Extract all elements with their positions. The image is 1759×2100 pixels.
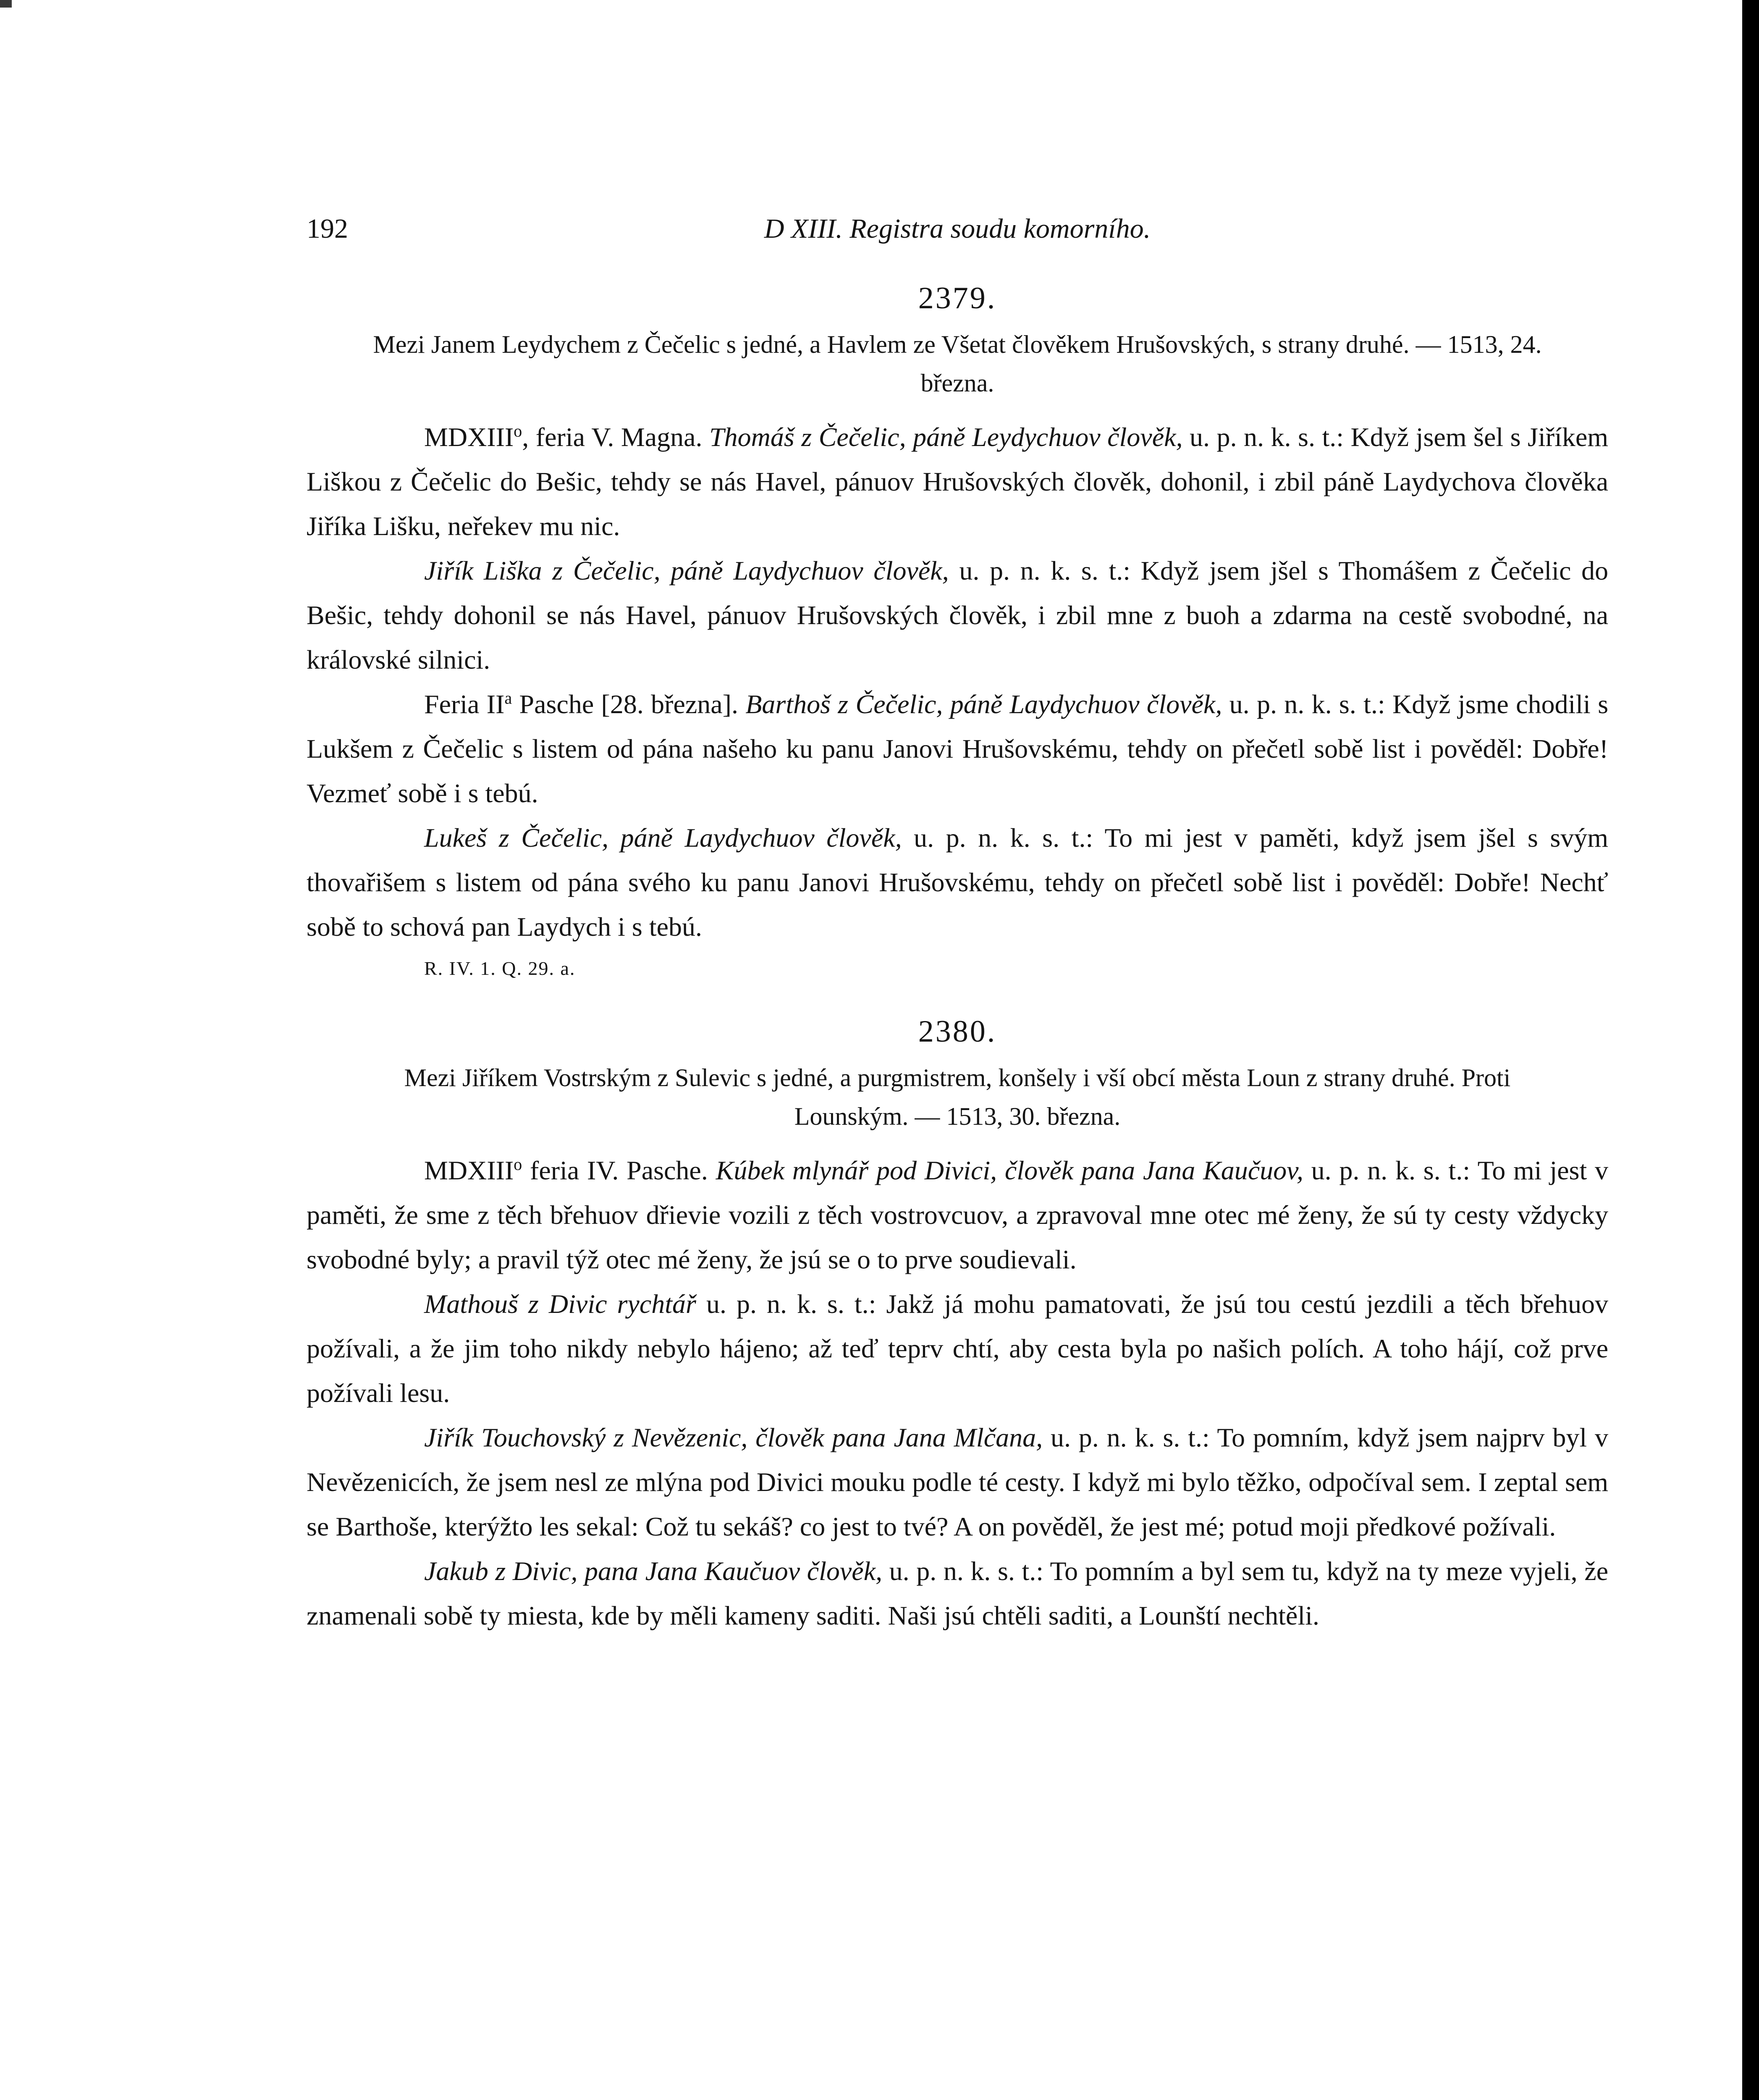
testimony-text: u. p. n. k. s. t.: Když jsem šel s Jiříkem Liškou z Čečelic do Bešic, tehdy se nás Havel, pánuov Hrušovských člověk, dohonil, i zbil páně Laydychova člověka Jiříka Lišku, neřekev mu nic. <box>307 422 1609 541</box>
superscript: a <box>504 688 512 708</box>
testimony-text: u. p. n. k. s. t.: To pomním a byl sem tu, když na ty meze vyjeli, že znamenali sobě ty miesta, kde by měli kameny saditi. Naši jsú chtěli saditi, a Lounští nechtěli. <box>307 1556 1608 1630</box>
testimony-text: u. p. n. k. s. t.: Jakž já mohu pamatovati, že jsú tou cestú jezdili a těch břehuov požívali, a že jim toho nikdy nebylo hájeno; až teď teprv chtí, aby cesta byla po našich polích. A toho hájí, což prve požívali lesu. <box>307 1289 1609 1408</box>
date-text: Pasche [28. března]. <box>512 689 746 719</box>
testimony-paragraph <box>307 415 1608 549</box>
date-text: , feria V. Magna. <box>522 422 710 452</box>
testimony-text: u. p. n. k. s. t.: To mi jest v paměti, že sme z těch břehuov dřievie vozili z těch vostrovcuov, a zpravoval mne otec mé ženy, že sú ty cesty vždycky svobodné byly; a pravil týž otec mé ženy, že jsú se o to prve soudievali. <box>307 1155 1609 1274</box>
testimony-text: u. p. n. k. s. t.: To pomním, když jsem najprv byl v Nevězenicích, že jsem nesl ze mlýna pod Divici mouku podle té cesty. I když mi bylo těžko, odpočíval sem. I zeptal sem se Barthoše, kterýžto les sekal: Což tu sekáš? co jest to tvé? A on pověděl, že jest mé; potud moji předkové požívali. <box>307 1423 1609 1541</box>
entry-number: 2380. <box>918 1014 997 1049</box>
testimony-text: u. p. n. k. s. t.: To mi jest v paměti, když jsem jšel s svým thovařišem s listem od pána svého ku panu Janovi Hrušovskému, tehdy on přečetl sobě list i pověděl: Dobře! Nechť sobě to schová pan Laydych i s tebú. <box>307 823 1609 942</box>
witness-name: Mathouš z Divic rychtář <box>424 1289 696 1319</box>
testimony-text: u. p. n. k. s. t.: Když jsem jšel s Thomášem z Čečelic do Bešic, tehdy dohonil se nás Havel, pánuov Hrušovských člověk, i zbil mne z buoh a zdarma na cestě svobodné, na královské silnici. <box>307 556 1608 675</box>
witness-name: Jiřík Liška z Čečelic, páně Laydychuov člověk, <box>424 556 949 585</box>
entry-summary: Mezi Jiříkem Vostrským z Sulevic s jedné, a purgmistrem, konšely i vší obcí města Loun z strany druhé. Proti Lounským. — 1513, 30. března. <box>404 1064 1511 1130</box>
page-header <box>307 206 1608 252</box>
testimony-paragraph <box>307 1282 1608 1415</box>
entry-number: 2379. <box>918 281 997 315</box>
book-page <box>307 206 1608 1638</box>
witness-name: Kúbek mlynář pod Divici, člověk pana Jana Kaučuov, <box>716 1155 1303 1185</box>
running-title: D XIII. Registra soudu komorního. <box>764 213 1151 244</box>
scan-corner-mark <box>0 0 12 8</box>
testimony-paragraph <box>307 1148 1608 1282</box>
entry-2379 <box>307 277 1608 985</box>
witness-name: Lukeš z Čečelic, páně Laydychuov člověk, <box>424 823 902 853</box>
archival-signature: R. IV. 1. Q. 29. a. <box>424 958 576 979</box>
testimony-paragraph <box>307 1549 1608 1638</box>
testimony-paragraph <box>307 549 1608 682</box>
entry-2380 <box>307 1011 1608 1638</box>
witness-name: Thomáš z Čečelic, páně Leydychuov člověk, <box>709 422 1183 452</box>
superscript: o <box>514 1155 522 1174</box>
date-text: Feria II <box>424 689 505 719</box>
date-text: MDXIII <box>424 422 514 452</box>
witness-name: Jiřík Touchovský z Nevězenic, člověk pana Jana Mlčana, <box>424 1423 1043 1452</box>
testimony-paragraph <box>307 1415 1608 1549</box>
witness-name: Jakub z Divic, pana Jana Kaučuov člověk, <box>424 1556 883 1586</box>
entry-summary: Mezi Janem Leydychem z Čečelic s jedné, a Havlem ze Všetat člověkem Hrušovských, s strany druhé. — 1513, 24. března. <box>373 331 1542 397</box>
witness-name: Barthoš z Čečelic, páně Laydychuov člověk, <box>745 689 1222 719</box>
testimony-text: u. p. n. k. s. t.: Když jsme chodili s Lukšem z Čečelic s listem od pána našeho ku panu Janovi Hrušovskému, tehdy on přečetl sobě list i pověděl: Dobře! Vezmeť sobě i s tebú. <box>307 689 1609 808</box>
testimony-paragraph <box>307 682 1608 816</box>
testimony-paragraph <box>307 816 1608 949</box>
scan-border-right <box>1742 0 1759 2100</box>
date-text: feria IV. Pasche. <box>522 1155 716 1185</box>
superscript: o <box>514 421 522 441</box>
date-text: MDXIII <box>424 1155 514 1185</box>
page-number: 192 <box>307 213 348 244</box>
